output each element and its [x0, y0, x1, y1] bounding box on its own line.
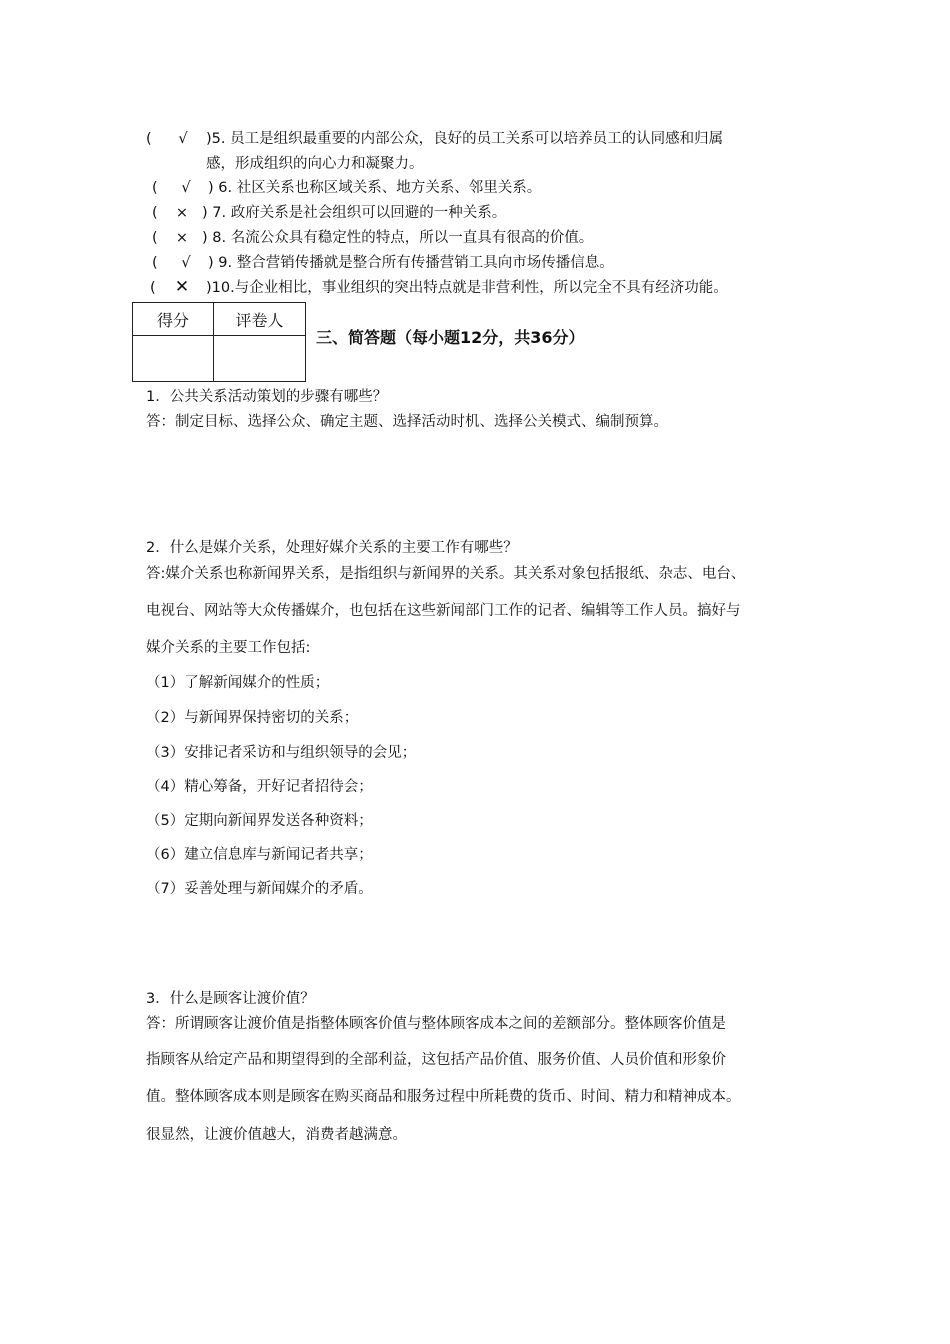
score-table	[132, 302, 306, 382]
item-text: ) 8. 名流公众具有稳定性的特点，所以一直具有很高的价值。	[202, 230, 594, 246]
grader-label: 评卷人	[214, 303, 306, 336]
paren-open: (	[152, 180, 158, 196]
item-text: ) 9. 整合营销传播就是整合所有传播营销工具向市场传播信息。	[208, 255, 614, 271]
answer-2-point: （3）安排记者采访和与组织领导的会见；	[146, 745, 417, 761]
item-text: ) 6. 社区关系也称区域关系、地方关系、邻里关系。	[208, 180, 542, 196]
question-3: 3．什么是顾客让渡价值？	[146, 991, 315, 1007]
paren-open: (	[146, 131, 152, 147]
answer-2-line: 媒介关系的主要工作包括:	[146, 640, 311, 656]
answer-2-point: （7）妥善处理与新闻媒介的矛盾。	[146, 881, 373, 897]
question-2: 2．什么是媒介关系，处理好媒介关系的主要工作有哪些？	[146, 540, 518, 556]
score-cell[interactable]	[133, 336, 214, 382]
grader-cell[interactable]	[214, 336, 306, 382]
item-text: ) 7. 政府关系是社会组织可以回避的一种关系。	[202, 205, 507, 221]
answer-2-point: （1）了解新闻媒介的性质；	[146, 675, 330, 691]
question-1: 1．公共关系活动策划的步骤有哪些？	[146, 389, 388, 405]
answer-2-point: （2）与新闻界保持密切的关系；	[146, 710, 359, 726]
answer-1: 答：制定目标、选择公众、确定主题、选择活动时机、选择公关模式、编制预算。	[146, 414, 668, 430]
answer-2-point: （6）建立信息库与新闻记者共享；	[146, 847, 373, 863]
answer-2-point: （5）定期向新闻界发送各种资料；	[146, 813, 373, 829]
item-text: )10.与企业相比，事业组织的突出特点就是非营利性，所以完全不具有经济功能。	[206, 280, 728, 296]
score-label: 得分	[133, 303, 214, 336]
answer-2-line: 电视台、网站等大众传播媒介，也包括在这些新闻部门工作的记者、编辑等工作人员。搞好与	[146, 603, 741, 619]
answer-mark: ×	[175, 230, 189, 246]
paren-open: (	[152, 205, 158, 221]
answer-mark: ✕	[174, 277, 190, 297]
paren-open: (	[150, 280, 156, 296]
paren-open: (	[152, 230, 158, 246]
answer-3-line: 答：所谓顾客让渡价值是指整体顾客价值与整体顾客成本之间的差额部分。整体顾客价值是	[146, 1016, 726, 1032]
answer-3-line: 值。整体顾客成本则是顾客在购买商品和服务过程中所耗费的货币、时间、精力和精神成本。	[146, 1089, 741, 1105]
item-text: )5. 员工是组织最重要的内部公众，良好的员工关系可以培养员工的认同感和归属	[206, 131, 724, 147]
section-title: 三、简答题（每小题12分，共36分）	[316, 328, 585, 347]
answer-2-point: （4）精心筹备，开好记者招待会；	[146, 779, 373, 795]
paren-open: (	[152, 255, 158, 271]
answer-mark: √	[178, 131, 188, 147]
answer-2-line: 答:媒介关系也称新闻界关系，是指组织与新闻界的关系。其关系对象包括报纸、杂志、电台、	[146, 566, 746, 582]
item-text-cont: 感，形成组织的向心力和凝聚力。	[206, 156, 424, 172]
answer-mark: ×	[175, 205, 189, 221]
answer-3-line: 指顾客从给定产品和期望得到的全部利益，这包括产品价值、服务价值、人员价值和形象价	[146, 1052, 726, 1068]
answer-3-line: 很显然，让渡价值越大，消费者越满意。	[146, 1127, 407, 1143]
answer-mark: √	[181, 255, 191, 271]
answer-mark: √	[181, 180, 191, 196]
